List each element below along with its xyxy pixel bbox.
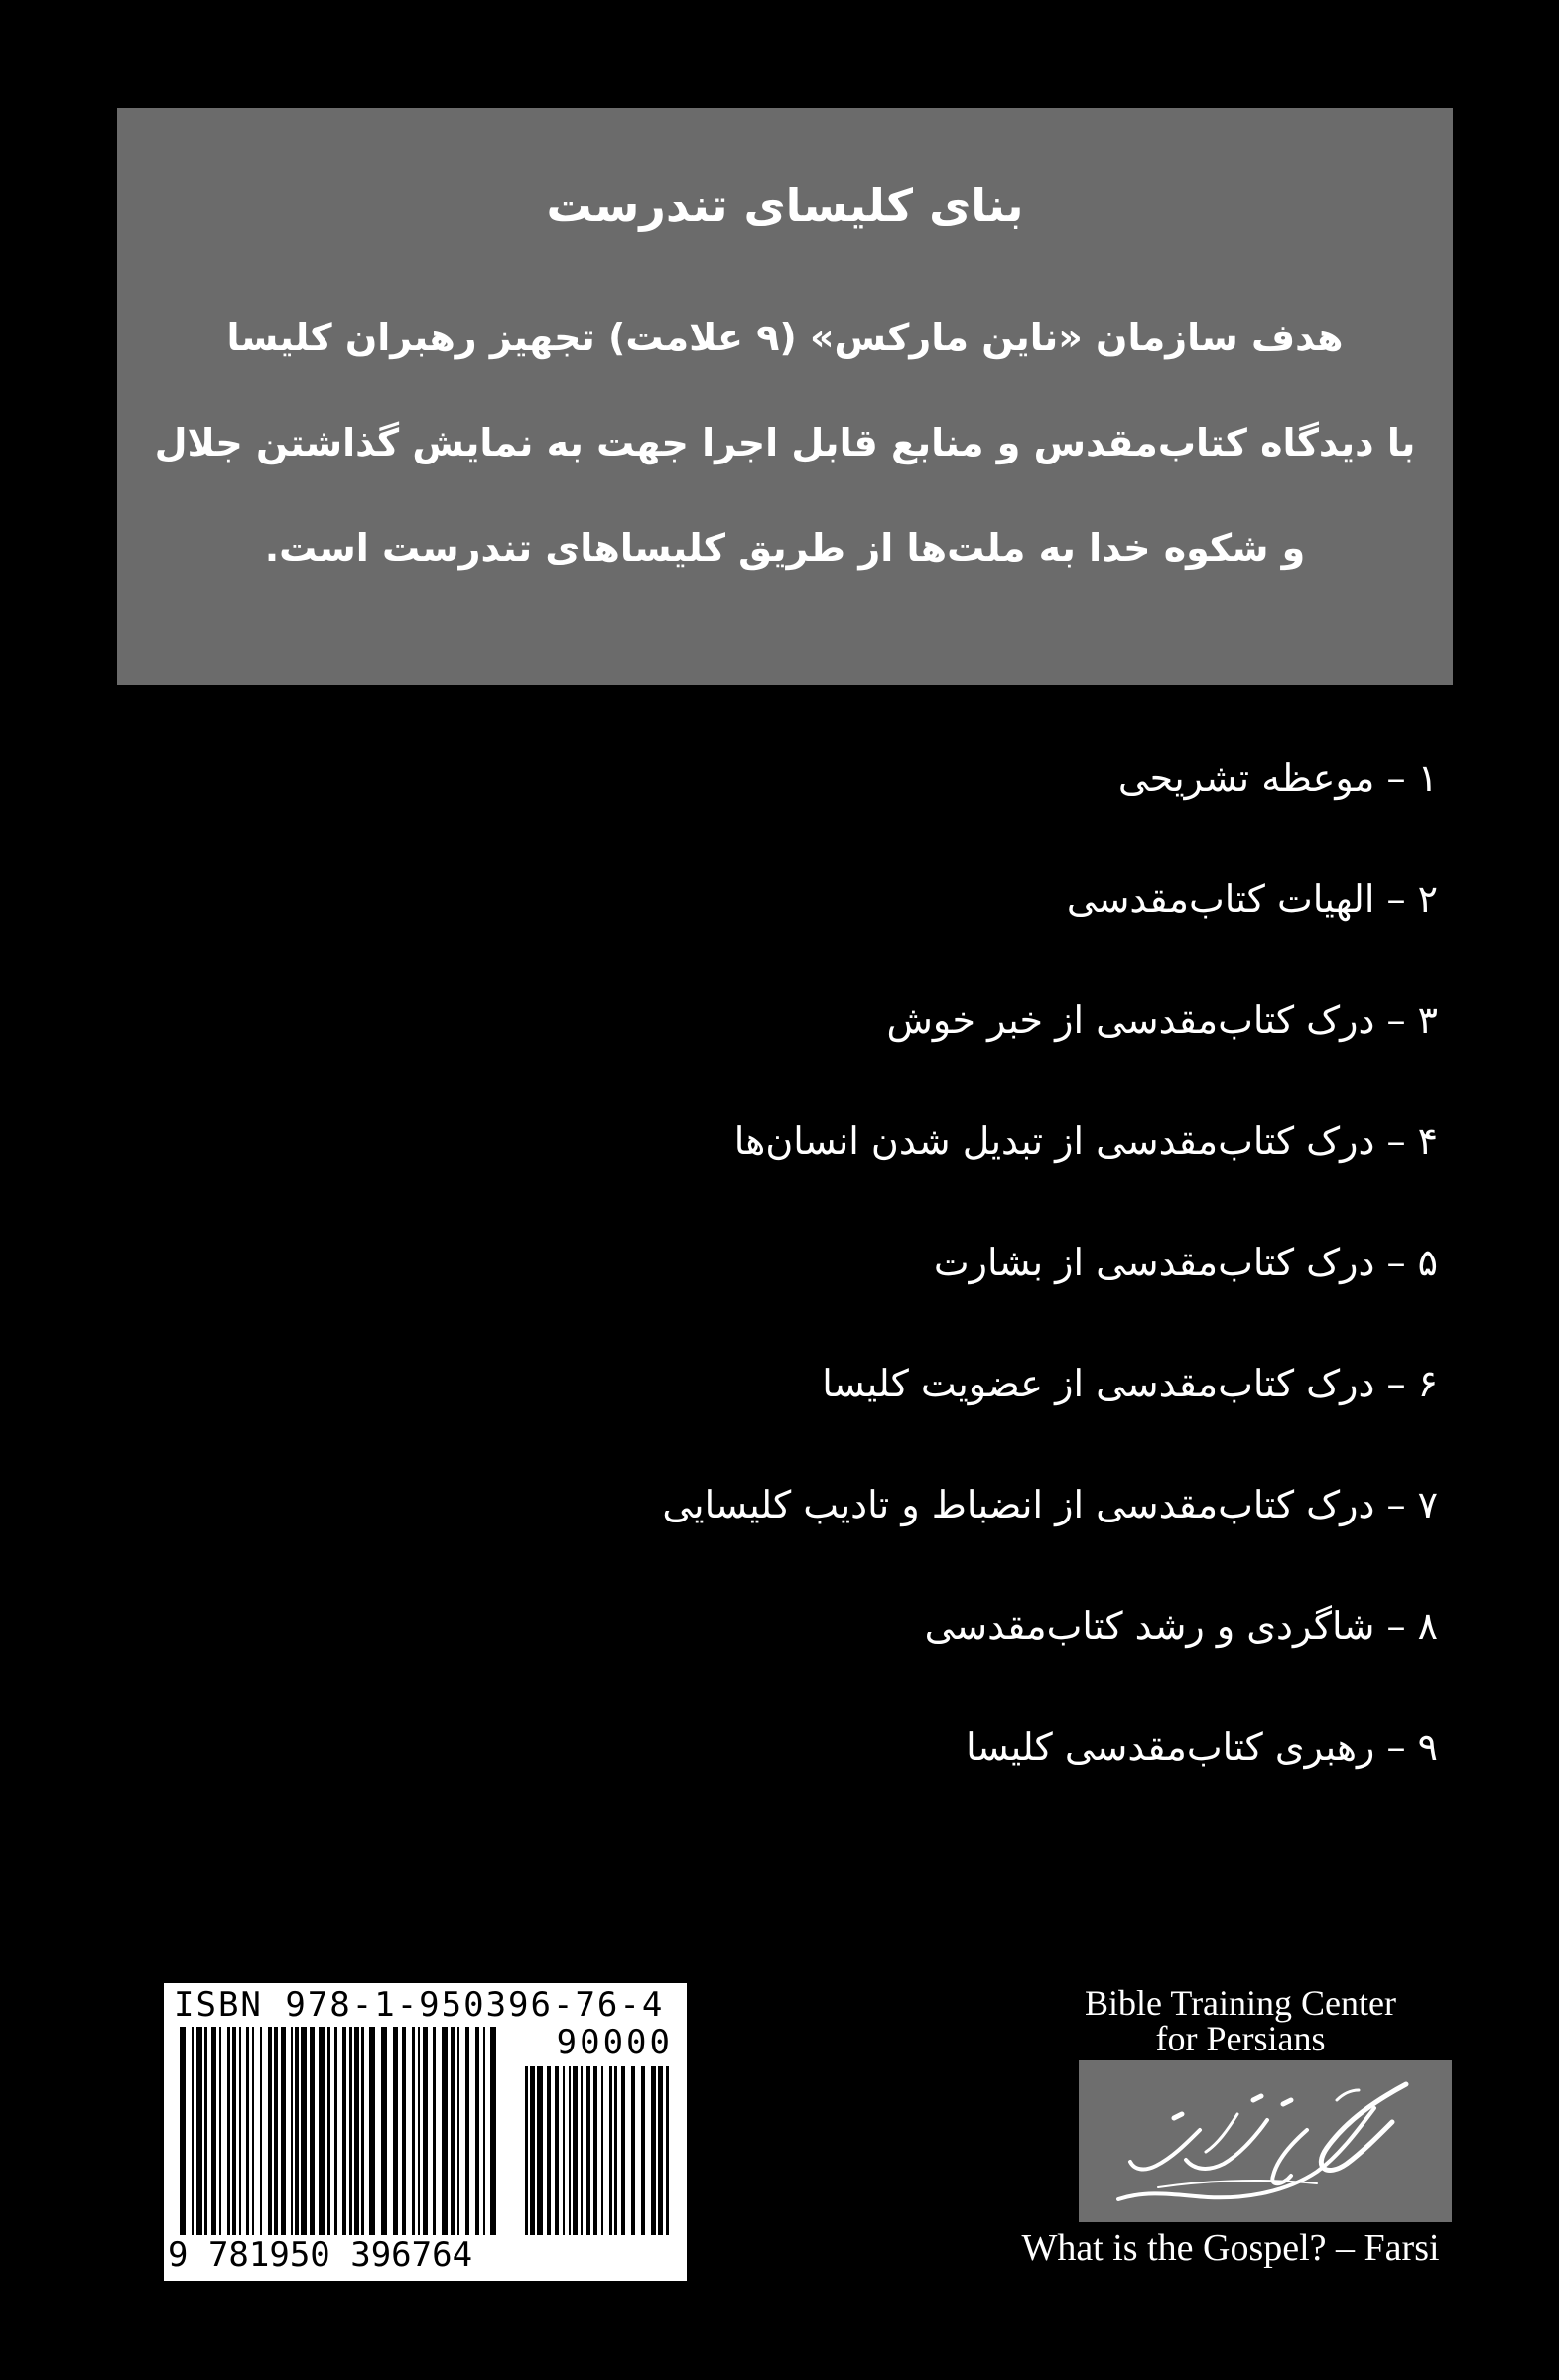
barcode-bar: [586, 2066, 590, 2235]
nine-marks-list: [346, 749, 1438, 1839]
barcode-bar: [232, 2027, 236, 2235]
barcode-bar: [192, 2027, 194, 2235]
barcode-bar: [274, 2027, 278, 2235]
barcode-bar: [581, 2066, 583, 2235]
calligraphy-logo-icon: [1079, 2060, 1452, 2222]
barcode-bar: [457, 2027, 459, 2235]
price-code: 90000: [556, 2023, 673, 2062]
barcode-bar: [601, 2066, 603, 2235]
barcode-bar: [418, 2027, 420, 2235]
barcode-bar: [246, 2027, 249, 2235]
mission-line: و شکوه خدا به ملت‌ها از طریق کلیساهای تندرست است.: [264, 526, 1306, 570]
mission-text: [117, 285, 1453, 600]
barcode-addon-bars: [523, 2066, 672, 2235]
barcode-bar: [433, 2027, 436, 2235]
barcode-bar: [573, 2066, 578, 2235]
barcode-bar: [465, 2027, 469, 2235]
publisher-name: [1032, 1985, 1449, 2056]
list-item: ۲ – الهیات کتاب‌مقدسی: [1066, 877, 1438, 921]
barcode-bar: [204, 2027, 207, 2235]
barcode-bar: [451, 2027, 455, 2235]
barcode-bar: [423, 2027, 428, 2235]
barcode-bar: [252, 2027, 254, 2235]
isbn-barcode: [164, 1983, 687, 2281]
barcode-bar: [475, 2027, 479, 2235]
barcode-bar: [319, 2027, 325, 2235]
barcode-bar: [268, 2027, 272, 2235]
barcode-bar: [361, 2027, 364, 2235]
barcode-bar: [609, 2066, 612, 2235]
barcode-bar: [180, 2027, 186, 2235]
barcode-bar: [614, 2066, 617, 2235]
barcode-bar: [211, 2027, 216, 2235]
barcode-bar: [666, 2066, 669, 2235]
barcode-main-bars: [178, 2027, 501, 2235]
barcode-bar: [342, 2027, 346, 2235]
list-item: ۸ – شاگردی و رشد کتاب‌مقدسی: [924, 1604, 1438, 1648]
list-item: ۵ – درک کتاب‌مقدسی از بشارت: [933, 1241, 1438, 1284]
barcode-bar: [281, 2027, 286, 2235]
barcode-bar: [239, 2027, 241, 2235]
barcode-bar: [219, 2027, 221, 2235]
barcode-bar: [349, 2027, 352, 2235]
barcode-bar: [393, 2027, 398, 2235]
barcode-bar: [547, 2066, 551, 2235]
barcode-bar: [301, 2027, 307, 2235]
barcode-bar: [412, 2027, 415, 2235]
publisher-name-line: Bible Training Center: [1085, 1983, 1396, 2023]
barcode-bar: [593, 2066, 597, 2235]
barcode-bar: [569, 2066, 571, 2235]
mission-title: بنای کلیسای تندرست: [546, 179, 1024, 232]
barcode-bar: [369, 2027, 375, 2235]
barcode-bar: [537, 2066, 543, 2235]
barcode-bar: [555, 2066, 559, 2235]
barcode-bar: [402, 2027, 406, 2235]
barcode-bar: [530, 2066, 535, 2235]
barcode-bar: [442, 2027, 448, 2235]
list-item: ۶ – درک کتاب‌مقدسی از عضویت کلیسا: [822, 1362, 1438, 1405]
barcode-bar: [295, 2027, 299, 2235]
barcode-bar: [483, 2027, 485, 2235]
mission-statement-panel: [117, 108, 1453, 685]
barcode-bar: [354, 2027, 359, 2235]
barcode-bar: [381, 2027, 387, 2235]
book-title: What is the Gospel? – Farsi: [1021, 2227, 1440, 2269]
isbn-label: ISBN 978-1-950396-76-4: [174, 1985, 665, 2025]
list-item: ۷ – درک کتاب‌مقدسی از انضباط و تادیب کلیسایی: [662, 1483, 1438, 1526]
barcode-bar: [310, 2027, 315, 2235]
barcode-bar: [260, 2027, 262, 2235]
barcode-bar: [631, 2066, 635, 2235]
barcode-bar: [196, 2027, 202, 2235]
barcode-bar: [621, 2066, 625, 2235]
barcode-bar: [490, 2027, 496, 2235]
list-item: ۴ – درک کتاب‌مقدسی از تبدیل شدن انسان‌ها: [733, 1120, 1438, 1163]
publisher-name-line: for Persians: [1155, 2019, 1326, 2058]
publisher-logo: [1079, 2060, 1452, 2222]
barcode-bar: [658, 2066, 663, 2235]
barcode-bar: [563, 2066, 565, 2235]
list-item: ۳ – درک کتاب‌مقدسی از خبر خوش: [886, 998, 1438, 1042]
barcode-bar: [334, 2027, 337, 2235]
list-item: ۹ – رهبری کتاب‌مقدسی کلیسا: [966, 1725, 1438, 1769]
barcode-bar: [291, 2027, 293, 2235]
barcode-bar: [641, 2066, 645, 2235]
list-item: ۱ – موعظه تشریحی: [1117, 756, 1438, 800]
barcode-bar: [227, 2027, 230, 2235]
barcode-bar: [651, 2066, 656, 2235]
mission-line: با دیدگاه کتاب‌مقدس و منابع قابل اجرا جهت به نمایش گذاشتن جلال: [154, 421, 1416, 464]
barcode-number: 9 781950 396764: [168, 2235, 473, 2275]
mission-line: هدف سازمان «ناین مارکس» (۹ علامت) تجهیز رهبران کلیسا: [226, 316, 1344, 359]
barcode-bar: [525, 2066, 528, 2235]
barcode-bar: [327, 2027, 330, 2235]
